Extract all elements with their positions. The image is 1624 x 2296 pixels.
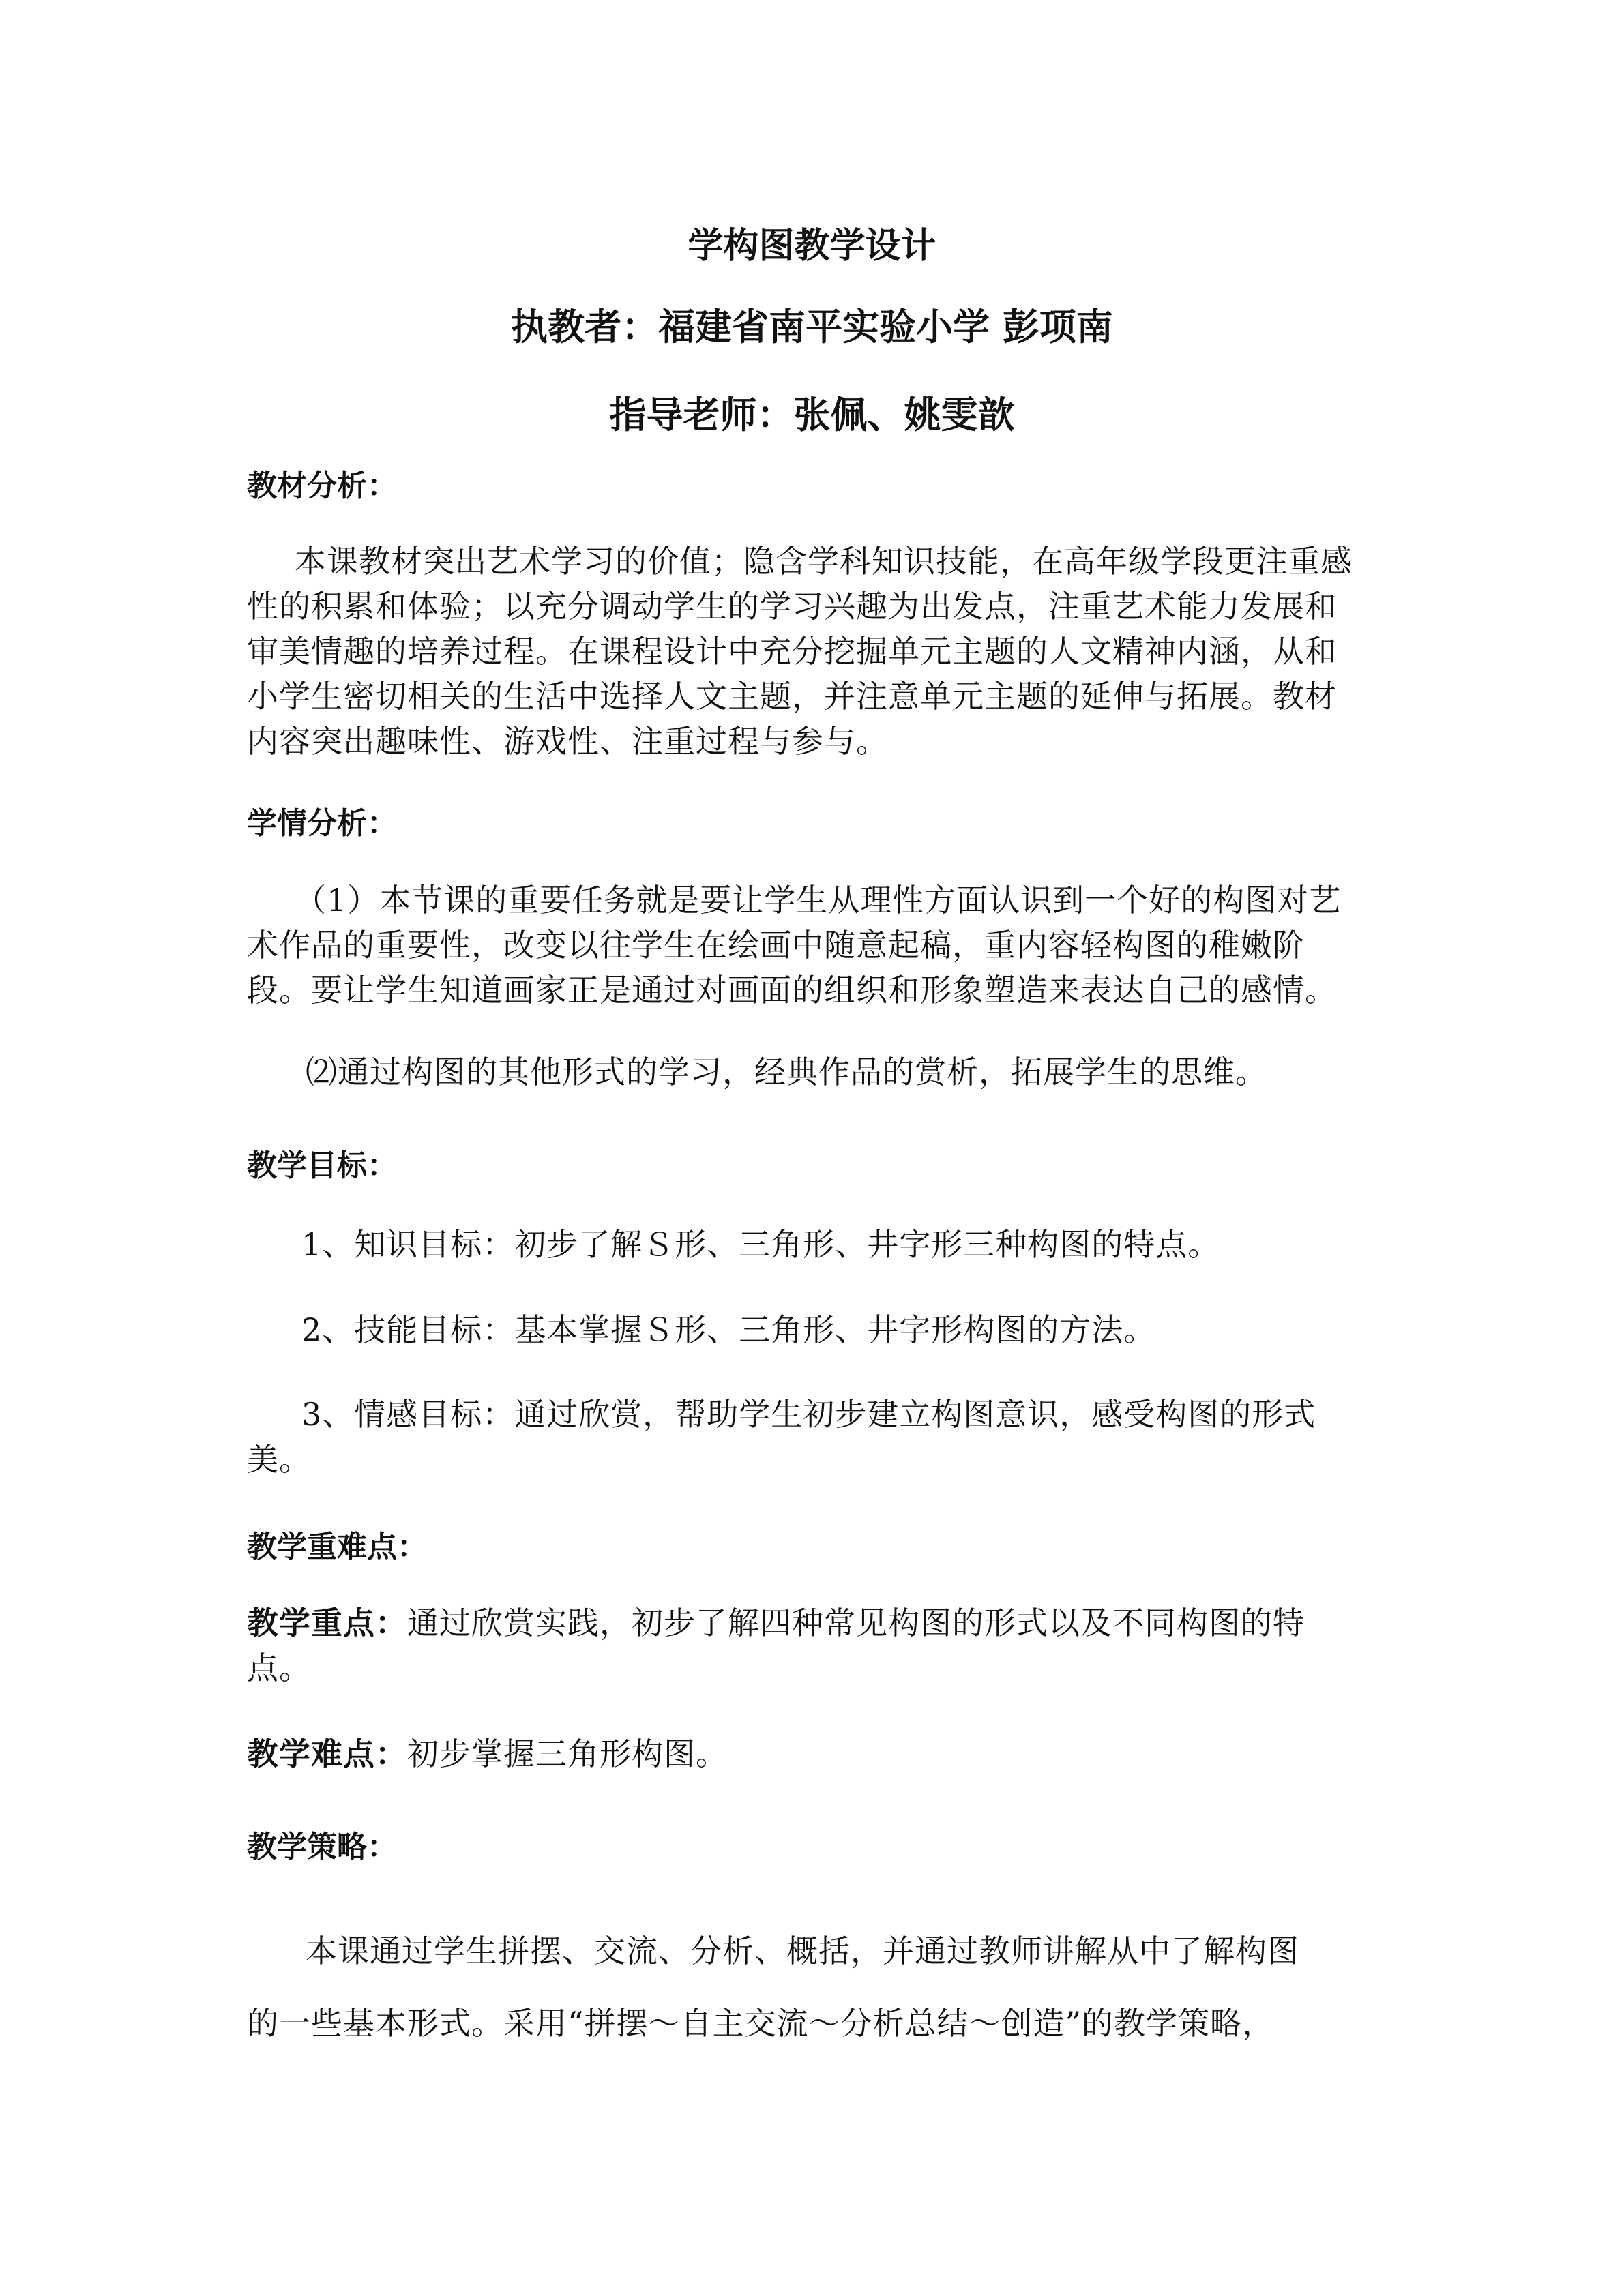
paragraph-line: [247, 1600, 1393, 1645]
goal-item-2: [247, 1307, 1393, 1352]
difficulty-label: 教学难点：: [247, 1735, 407, 1772]
document-title: 学构图教学设计: [688, 225, 936, 267]
paragraph-line: 性的积累和体验；以充分调动学生的学习兴趣为出发点，注重艺术能力发展和: [247, 588, 1337, 625]
paragraph-line: 段。要让学生知道画家正是通过对画面的组织和形象塑造来表达自己的感情。: [247, 972, 1337, 1009]
paragraph-line: 术作品的重要性，改变以往学生在绘画中随意起稿，重内容轻构图的稚嫩阶: [247, 927, 1305, 964]
paragraph-line: （1）本节课的重要任务就是要让学生从理性方面认识到一个好的构图对艺: [295, 882, 1342, 919]
strategy-paragraph: [247, 1915, 1393, 2059]
material-paragraph: [247, 539, 1393, 764]
paragraph-line: 本课通过学生拼摆、交流、分析、概括，并通过教师讲解从中了解构图: [306, 1933, 1299, 1969]
paragraph-line: 审美情趣的培养过程。在课程设计中充分挖掘单元主题的人文精神内涵，从和: [247, 633, 1337, 670]
paragraph-line: 3、情感目标：通过欣赏，帮助学生初步建立构图意识，感受构图的形式: [301, 1396, 1316, 1433]
section-heading-learner: 学情分析：: [247, 806, 397, 841]
focus-label: 教学重点：: [247, 1605, 407, 1641]
difficulty-paragraph: [247, 1731, 1393, 1776]
section-heading-strategy: 教学策略：: [247, 1830, 397, 1864]
paragraph-line: 2、技能目标：基本掌握Ｓ形、三角形、井字形构图的方法。: [301, 1311, 1156, 1348]
focus-text: 通过欣赏实践，初步了解四种常见构图的形式以及不同构图的特: [407, 1605, 1305, 1641]
advisor-line: 指导老师：张佩、姚雯歆: [609, 393, 1015, 436]
paragraph-line: 的一些基本形式。采用“拼摆～自主交流～分析总结～创造”的教学策略，: [247, 2005, 1275, 2042]
difficulty-text: 初步掌握三角形构图。: [407, 1735, 728, 1772]
paragraph-line: ⑵通过构图的其他形式的学习，经典作品的赏析，拓展学生的思维。: [306, 1054, 1267, 1090]
paragraph-line: 美。: [247, 1441, 311, 1478]
goal-item-1: [247, 1222, 1393, 1267]
paragraph-line: 内容突出趣味性、游戏性、注重过程与参与。: [247, 723, 888, 760]
paragraph-line: [247, 1731, 1393, 1776]
section-heading-material: 教材分析：: [247, 468, 397, 503]
section-heading-key-points: 教学重难点：: [247, 1530, 427, 1564]
paragraph-line: 小学生密切相关的生活中选择人文主题，并注意单元主题的延伸与拓展。教材: [247, 678, 1337, 715]
paragraph-line: 1、知识目标：初步了解Ｓ形、三角形、井字形三种构图的特点。: [301, 1226, 1220, 1263]
section-heading-goals: 教学目标：: [247, 1148, 397, 1183]
paragraph-line: 本课教材突出艺术学习的价值；隐含学科知识技能，在高年级学段更注重感: [295, 543, 1353, 580]
learner-paragraph-1: [247, 878, 1393, 1013]
teacher-line: 执教者：福建省南平实验小学 彭项南: [511, 305, 1113, 348]
learner-paragraph-2: [247, 1049, 1393, 1094]
paragraph-line: 点。: [247, 1650, 311, 1686]
goal-item-3: [247, 1392, 1393, 1482]
focus-paragraph: [247, 1600, 1393, 1690]
